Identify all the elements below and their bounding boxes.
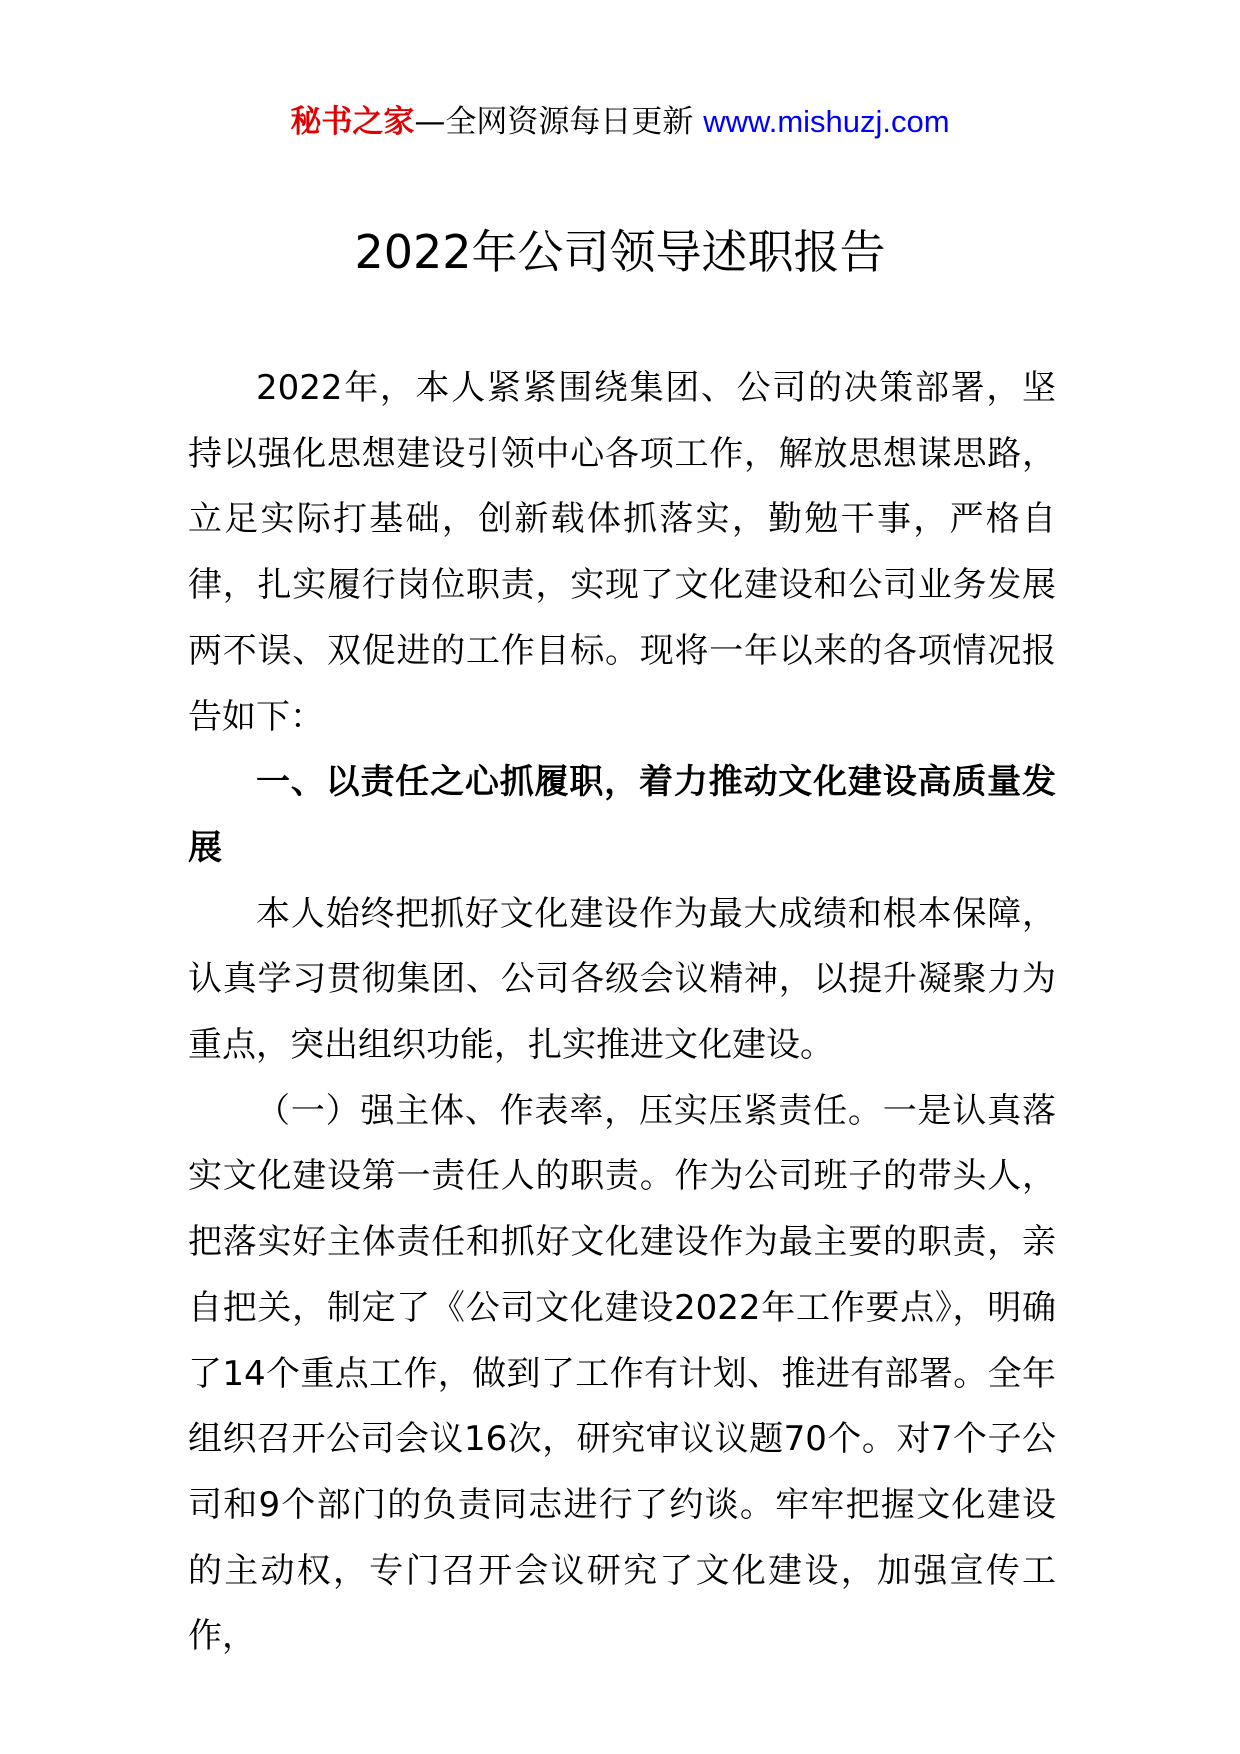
document-body xyxy=(188,356,1056,1670)
intro-paragraph: 2022年，本人紧紧围绕集团、公司的决策部署，坚持以强化思想建设引领中心各项工作，解放思想谋思路，立足实际打基础，创新载体抓落实，勤勉干事，严格自律，扎实履行岗位职责，实现了文化建设和公司业务发展两不误、双促进的工作目标。现将一年以来的各项情况报告如下： xyxy=(188,368,1056,737)
section-heading-1: 一、以责任之心抓履职，着力推动文化建设高质量发展 xyxy=(188,762,1056,868)
document-title: 2022年公司领导述职报告 xyxy=(354,225,886,279)
header-banner xyxy=(0,100,1240,144)
brand-name: 秘书之家 xyxy=(290,104,415,140)
section-1-paragraph: 本人始终把抓好文化建设作为最大成绩和根本保障，认真学习贯彻集团、公司各级会议精神，以提升凝聚力为重点，突出组织功能，扎实推进文化建设。 xyxy=(188,893,1056,1066)
header-tagline: —全网资源每日更新 xyxy=(414,104,694,140)
website-link[interactable]: www.mishuzj.com xyxy=(703,104,950,139)
subsection-1-paragraph: （一）强主体、作表率，压实压紧责任。一是认真落实文化建设第一责任人的职责。作为公司班子的带头人，把落实好主体责任和抓好文化建设作为最主要的职责，亲自把关，制定了《公司文化建设2022年工作要点》，明确了14个重点工作，做到了工作有计划、推进有部署。全年组织召开公司会议16次，研究审议议题70个。对7个子公司和9个部门的负责同志进行了约谈。牢牢把握文化建设的主动权，专门召开会议研究了文化建设，加强宣传工作， xyxy=(188,1090,1056,1657)
